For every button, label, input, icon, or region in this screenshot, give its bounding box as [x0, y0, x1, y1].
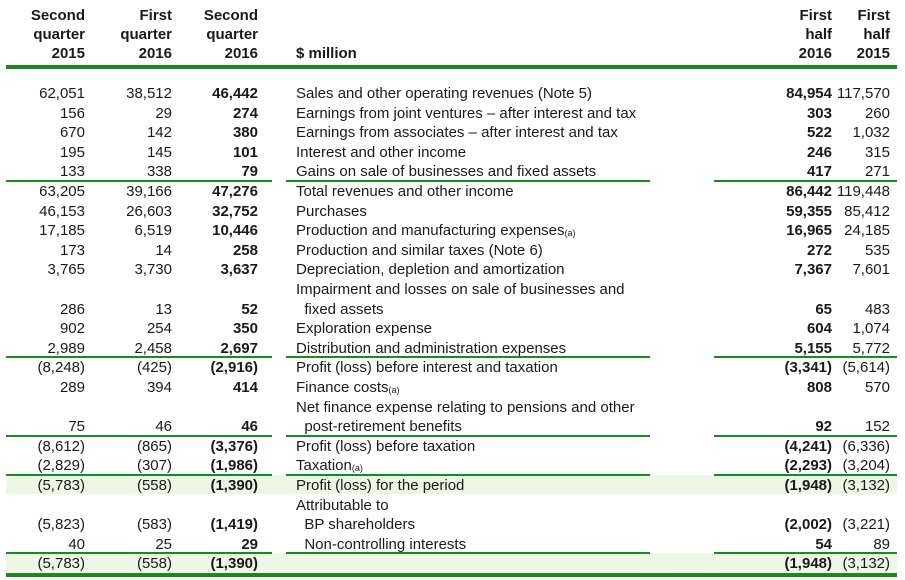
table-cell: 65 [815, 300, 832, 318]
table-cell: 286 [59, 300, 85, 318]
row-label-text: Earnings from associates – after interest and tax [296, 124, 618, 142]
table-cell: 117,570 [836, 85, 890, 102]
table-cell: 604 [806, 320, 832, 338]
row-label-text: Distribution and administration expenses [296, 339, 567, 357]
row-label [296, 123, 618, 142]
table-cell: (4,241) [784, 437, 832, 455]
table-cell: 3,765 [47, 261, 85, 279]
table-cell: 394 [146, 379, 172, 396]
table-cell: 6,519 [134, 222, 172, 240]
table-cell: (3,376) [210, 437, 258, 455]
column-header-4-line-2: half [805, 26, 832, 43]
footnote-marker: (a) [388, 385, 400, 395]
table-cell: 3,730 [134, 261, 172, 279]
row-label-text: Total revenues and other income [296, 183, 514, 200]
table-cell: 303 [806, 104, 832, 122]
table-cell: 46,442 [212, 85, 258, 102]
row-label-text: Profit (loss) before taxation [296, 437, 476, 455]
table-cell: 350 [232, 320, 258, 338]
table-cell: (425) [136, 359, 172, 377]
table-cell: 2,697 [220, 339, 258, 357]
table-cell: (558) [136, 555, 172, 573]
column-header-5-line-3: 2015 [856, 45, 890, 62]
column-header-5-line-2: half [863, 26, 890, 43]
row-label-text: Attributable to [296, 496, 389, 514]
row-label-text: Earnings from joint ventures – after interest and tax [296, 104, 637, 122]
table-cell: (1,948) [784, 555, 832, 573]
table-cell: 47,276 [212, 183, 258, 200]
column-header-4-line-3: 2016 [798, 45, 832, 62]
table-cell: 62,051 [39, 85, 85, 102]
table-cell: (3,221) [842, 516, 890, 534]
table-cell: (3,204) [842, 457, 890, 475]
row-label [296, 456, 363, 477]
table-cell: (5,783) [37, 555, 85, 573]
table-cell: 52 [241, 300, 258, 318]
table-cell: 119,448 [836, 183, 890, 200]
table-cell: 79 [241, 163, 258, 181]
row-label [296, 496, 389, 515]
table-cell: 86,442 [786, 183, 832, 200]
row-label-text: Interest and other income [296, 143, 467, 161]
row-label-text: fixed assets [296, 300, 384, 318]
row-label [296, 437, 475, 456]
table-cell: 46,153 [39, 202, 85, 220]
table-cell: 59,355 [786, 202, 832, 220]
row-label [296, 182, 514, 201]
table-cell: 315 [864, 143, 890, 161]
table-cell: (2,829) [37, 457, 85, 475]
table-cell: 84,954 [786, 85, 832, 102]
table-cell: 10,446 [212, 222, 258, 240]
table-cell: 195 [59, 143, 85, 161]
table-cell: (583) [136, 516, 172, 534]
table-cell: (2,293) [784, 457, 832, 475]
row-label-text: Sales and other operating revenues (Note 5) [296, 85, 593, 102]
table-cell: 38,512 [126, 85, 172, 102]
column-header-3-line-2: quarter [206, 26, 258, 43]
column-header-2-line-3: 2016 [138, 45, 172, 62]
column-header-5-line-1: First [857, 7, 890, 24]
table-cell: 142 [146, 124, 172, 142]
table-cell: 173 [59, 241, 85, 259]
table-cell: 274 [232, 104, 258, 122]
table-cell: (558) [136, 477, 172, 494]
column-header-3-line-1: Second [203, 7, 258, 24]
table-cell: 338 [146, 163, 172, 181]
table-cell: (3,132) [842, 477, 890, 494]
table-cell: (865) [136, 437, 172, 455]
table-cell: 1,074 [852, 320, 890, 338]
table-cell: 89 [873, 535, 890, 553]
row-label-text: Profit (loss) for the period [296, 477, 465, 494]
row-label [296, 319, 432, 338]
table-cell: (307) [136, 457, 172, 475]
table-cell: 54 [815, 535, 832, 553]
row-label [296, 143, 466, 162]
row-label [296, 104, 636, 123]
table-cell: 414 [232, 379, 258, 396]
table-cell: 25 [155, 535, 172, 553]
table-cell: (8,612) [37, 437, 85, 455]
table-cell: 14 [155, 241, 172, 259]
table-cell: 272 [806, 241, 832, 259]
row-label-text: Non-controlling interests [296, 535, 467, 553]
footnote-marker: (a) [351, 463, 363, 474]
table-cell: 29 [241, 535, 258, 553]
column-header-1-line-3: 2015 [51, 45, 85, 62]
table-cell: (8,248) [37, 359, 85, 377]
table-cell: 258 [232, 241, 258, 259]
table-cell: 24,185 [844, 222, 890, 240]
table-cell: 417 [806, 163, 832, 181]
table-cell: 39,166 [126, 183, 172, 200]
table-cell: 808 [806, 379, 832, 396]
column-header-3-line-3: 2016 [224, 45, 258, 62]
column-header-2-line-2: quarter [120, 26, 172, 43]
row-label [296, 280, 625, 299]
row-label [296, 221, 576, 242]
table-cell: 570 [864, 379, 890, 396]
row-label-text: Net finance expense relating to pensions and other [296, 398, 635, 416]
table-cell: (5,783) [37, 477, 85, 494]
row-label-text: Finance costs [296, 379, 389, 396]
table-cell: 46 [241, 418, 258, 436]
table-cell: 1,032 [852, 124, 890, 142]
table-cell: 522 [806, 124, 832, 142]
table-cell: (6,336) [842, 437, 890, 455]
table-cell: (2,916) [210, 359, 258, 377]
table-cell: 254 [146, 320, 172, 338]
table-cell: 483 [864, 300, 890, 318]
row-label [296, 358, 558, 377]
row-label [296, 476, 464, 495]
row-label-text: Impairment and losses on sale of businesses and [296, 281, 625, 298]
table-cell: 26,603 [126, 202, 172, 220]
bottom-rule [6, 573, 897, 577]
row-label-text: Exploration expense [296, 320, 432, 338]
table-cell: 535 [864, 241, 890, 259]
table-cell: 670 [59, 124, 85, 142]
column-header-4-line-1: First [799, 7, 832, 24]
table-cell: 156 [59, 104, 85, 122]
row-label [296, 202, 367, 221]
table-cell: 133 [59, 163, 85, 181]
table-cell: 145 [146, 143, 172, 161]
row-label [296, 241, 543, 260]
row-label [296, 398, 635, 417]
table-cell: 32,752 [212, 202, 258, 220]
column-header-label: $ million [296, 45, 357, 62]
table-cell: 29 [155, 104, 172, 122]
table-cell: 2,458 [134, 339, 172, 357]
table-cell: 2,989 [47, 339, 85, 357]
table-cell: 16,965 [786, 222, 832, 240]
table-cell: 17,185 [39, 222, 85, 240]
table-cell: (1,419) [210, 516, 258, 534]
row-label [296, 378, 400, 399]
row-label [296, 260, 565, 279]
column-header-1-line-1: Second [30, 7, 85, 24]
table-cell: 246 [806, 143, 832, 161]
row-label-text: Production and manufacturing expenses [296, 222, 565, 240]
table-cell: (5,823) [37, 516, 85, 534]
row-label [296, 515, 415, 534]
table-cell: 92 [815, 418, 832, 436]
table-cell: (1,948) [784, 477, 832, 494]
row-label-text: Purchases [296, 202, 367, 220]
table-cell: 289 [59, 379, 85, 396]
table-cell: 152 [864, 418, 890, 436]
table-cell: (2,002) [784, 516, 832, 534]
header-rule [6, 65, 897, 69]
row-label [296, 417, 462, 436]
table-cell: (1,390) [210, 555, 258, 573]
table-cell: 40 [68, 535, 85, 553]
table-cell: 271 [864, 163, 890, 181]
table-cell: 7,601 [852, 261, 890, 279]
table-cell: 7,367 [794, 261, 832, 279]
column-header-1-line-2: quarter [33, 26, 85, 43]
row-label-text: Depreciation, depletion and amortization [296, 261, 565, 279]
table-cell: 902 [59, 320, 85, 338]
table-cell: 5,155 [794, 339, 832, 357]
row-label [296, 339, 566, 358]
column-header-2-line-1: First [139, 7, 172, 24]
row-label [296, 84, 592, 103]
row-label [296, 162, 596, 181]
row-label-text: Profit (loss) before interest and taxation [296, 359, 558, 377]
row-label-text: Gains on sale of businesses and fixed assets [296, 163, 597, 181]
row-label-text: post-retirement benefits [296, 418, 462, 436]
table-cell: (5,614) [842, 359, 890, 377]
table-cell: 85,412 [844, 202, 890, 220]
table-cell: 260 [864, 104, 890, 122]
table-cell: 3,637 [220, 261, 258, 279]
table-cell: (3,341) [784, 359, 832, 377]
row-label [296, 535, 466, 554]
row-label-text: Taxation [296, 457, 352, 475]
table-cell: 46 [155, 418, 172, 436]
table-cell: 13 [155, 300, 172, 318]
table-cell: 380 [232, 124, 258, 142]
table-cell: 101 [232, 143, 258, 161]
table-cell: 63,205 [39, 183, 85, 200]
table-cell: (3,132) [842, 555, 890, 573]
table-cell: 5,772 [852, 339, 890, 357]
row-label [296, 300, 384, 319]
table-cell: 75 [68, 418, 85, 436]
table-cell: (1,390) [210, 477, 258, 494]
row-label-text: Production and similar taxes (Note 6) [296, 241, 543, 259]
footnote-marker: (a) [564, 228, 576, 239]
table-cell: (1,986) [210, 457, 258, 475]
row-label-text: BP shareholders [296, 516, 415, 534]
